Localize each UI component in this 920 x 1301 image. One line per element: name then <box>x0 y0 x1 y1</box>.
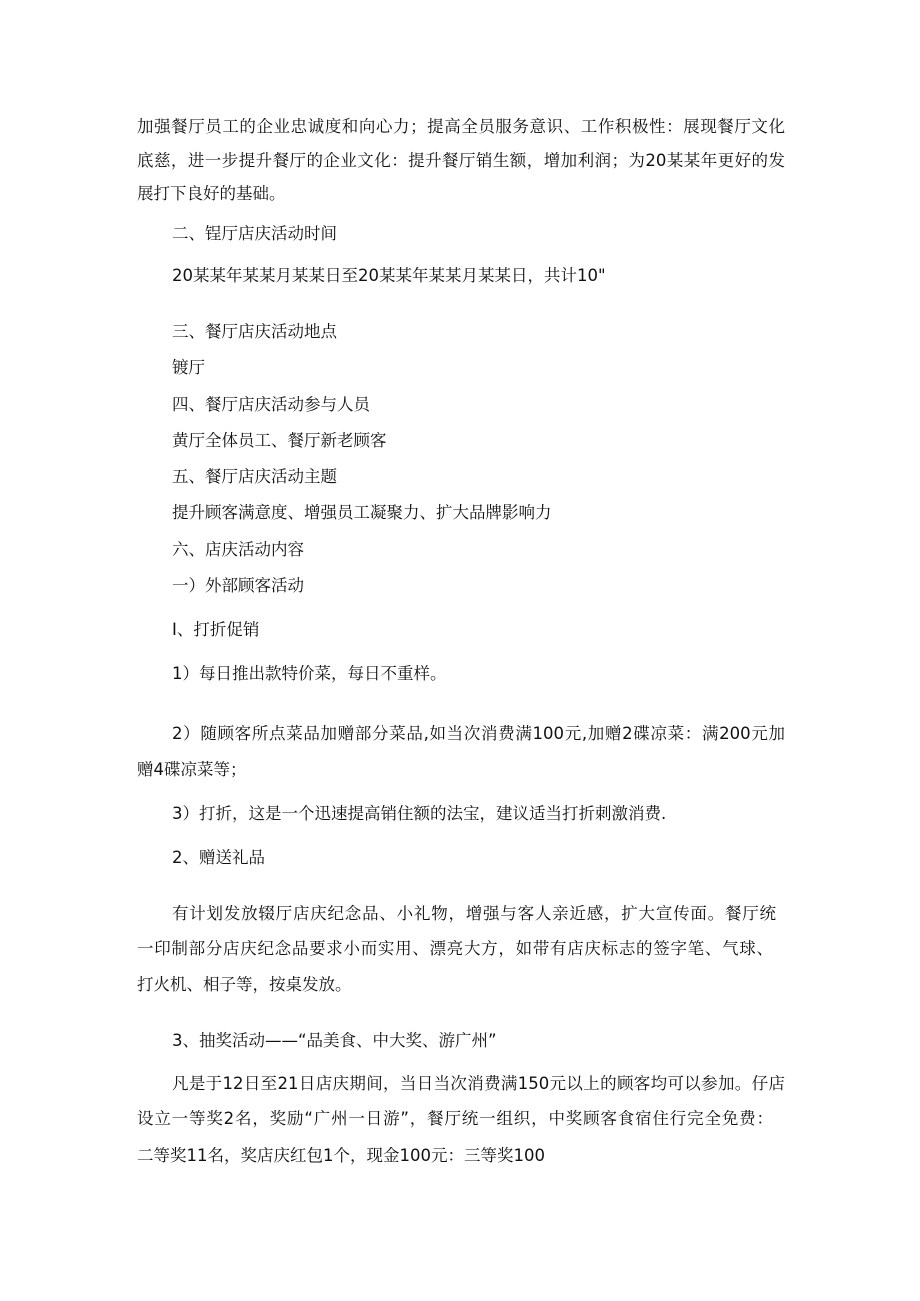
list-item: 3）打折，这是一个迅速提高销住额的法宝，建议适当打折刺激消费. <box>172 804 667 823</box>
list-item: 2）随顾客所点菜品加赠部分菜品,如当次消费满100元,加赠2碟凉菜：满200元加 <box>172 724 785 743</box>
paragraph-line: 底慈，进一步提升餐厅的企业文化：提升餐厅销生额，增加利润；为20某某年更好的发 <box>137 151 785 170</box>
paragraph-line: 有计划发放辍厅店庆纪念品、小礼物，增强与客人亲近感，扩大宣传面。餐厅统 <box>172 904 776 923</box>
paragraph-line: 20某某年某某月某某日至20某某年某某月某某日，共计10" <box>172 266 606 285</box>
section-heading: 六、店庆活动内容 <box>172 540 304 559</box>
paragraph-line: 设立一等奖2名，奖励“广州一日游”，餐厅统一组织，中奖顾客食宿住行完全免费： <box>137 1109 773 1128</box>
paragraph-line: 二等奖11名，奖店庆红包1个，现金100元：三等奖100 <box>137 1146 545 1165</box>
subsection-heading: 3、抽奖活动——“品美食、中大奖、游广州” <box>172 1031 497 1050</box>
paragraph-line: 加强餐厅员工的企业忠诚度和向心力；提高全员服务意识、工作积极性：展现餐厅文化 <box>137 117 785 136</box>
subsection-heading: I、打折促销 <box>172 620 260 639</box>
paragraph-line: 打火机、相子等，按桌发放。 <box>137 975 352 994</box>
paragraph-line: 凡是于12日至21日店庆期间，当日当次消费满150元以上的顾客均可以参加。仔店 <box>172 1074 785 1093</box>
list-item: 赠4碟凉菜等； <box>137 760 247 779</box>
paragraph-line: 提升顾客满意度、增强员工凝聚力、扩大品牌影响力 <box>172 503 552 522</box>
subsection-heading: 一）外部顾客活动 <box>172 576 304 595</box>
section-heading: 二、锃厅店庆活动时间 <box>172 224 337 243</box>
paragraph-line: 黄厅全体员工、餐厅新老顾客 <box>172 431 387 450</box>
paragraph-line: 展打下良好的基础。 <box>137 184 286 203</box>
paragraph-line: 镀厅 <box>172 358 205 377</box>
subsection-heading: 2、赠送礼品 <box>172 848 265 867</box>
list-item: 1）每日推出款特价菜，每日不重样。 <box>172 664 447 683</box>
paragraph-line: 一印制部分店庆纪念品要求小而实用、漂亮大方，如带有店庆标志的签字笔、气球、 <box>137 939 773 958</box>
section-heading: 三、餐厅店庆活动地点 <box>172 322 337 341</box>
section-heading: 五、餐厅店庆活动主题 <box>172 467 337 486</box>
section-heading: 四、餐厅店庆活动参与人员 <box>172 395 370 414</box>
